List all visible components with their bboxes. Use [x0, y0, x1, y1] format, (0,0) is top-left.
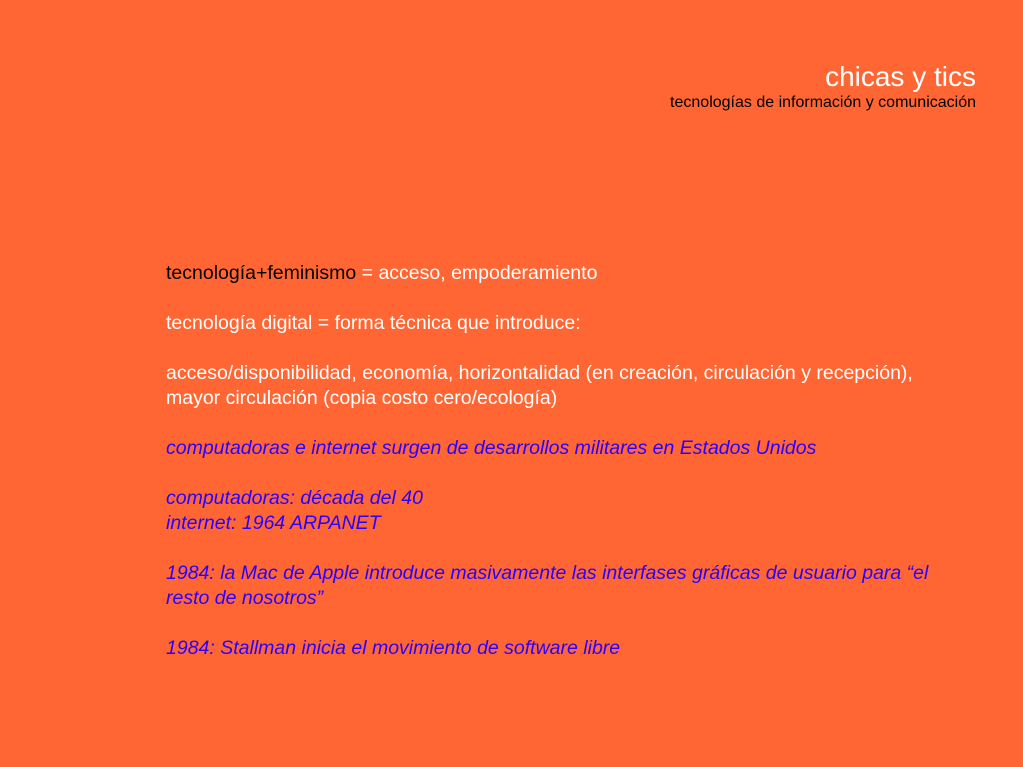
slide-header	[670, 60, 976, 112]
body-paragraph-4: computadoras e internet surgen de desarrollos militares en Estados Unidos	[166, 437, 817, 459]
slide-body	[166, 261, 966, 686]
tecnologia-feminismo-text: tecnología+feminismo	[166, 262, 357, 284]
body-paragraph-1	[166, 261, 966, 286]
body-paragraph-2: tecnología digital = forma técnica que introduce:	[166, 312, 581, 334]
computadoras-line: computadoras: década del 40	[166, 487, 423, 509]
slide-title: chicas y tics	[825, 61, 976, 92]
internet-line: internet: 1964 ARPANET	[166, 512, 381, 534]
body-paragraph-6: 1984: la Mac de Apple introduce masivamente las interfases gráficas de usuario para “el resto de nosotros”	[166, 562, 929, 609]
body-paragraph-7: 1984: Stallman inicia el movimiento de software libre	[166, 637, 621, 659]
slide-subtitle: tecnologías de información y comunicación	[670, 94, 976, 111]
body-paragraph-3: acceso/disponibilidad, economía, horizontalidad (en creación, circulación y recepción), mayor circulación (copia costo cero/ecología)	[166, 362, 913, 409]
acceso-empoderamiento-text: = acceso, empoderamiento	[356, 262, 598, 284]
body-paragraph-5	[166, 486, 966, 536]
